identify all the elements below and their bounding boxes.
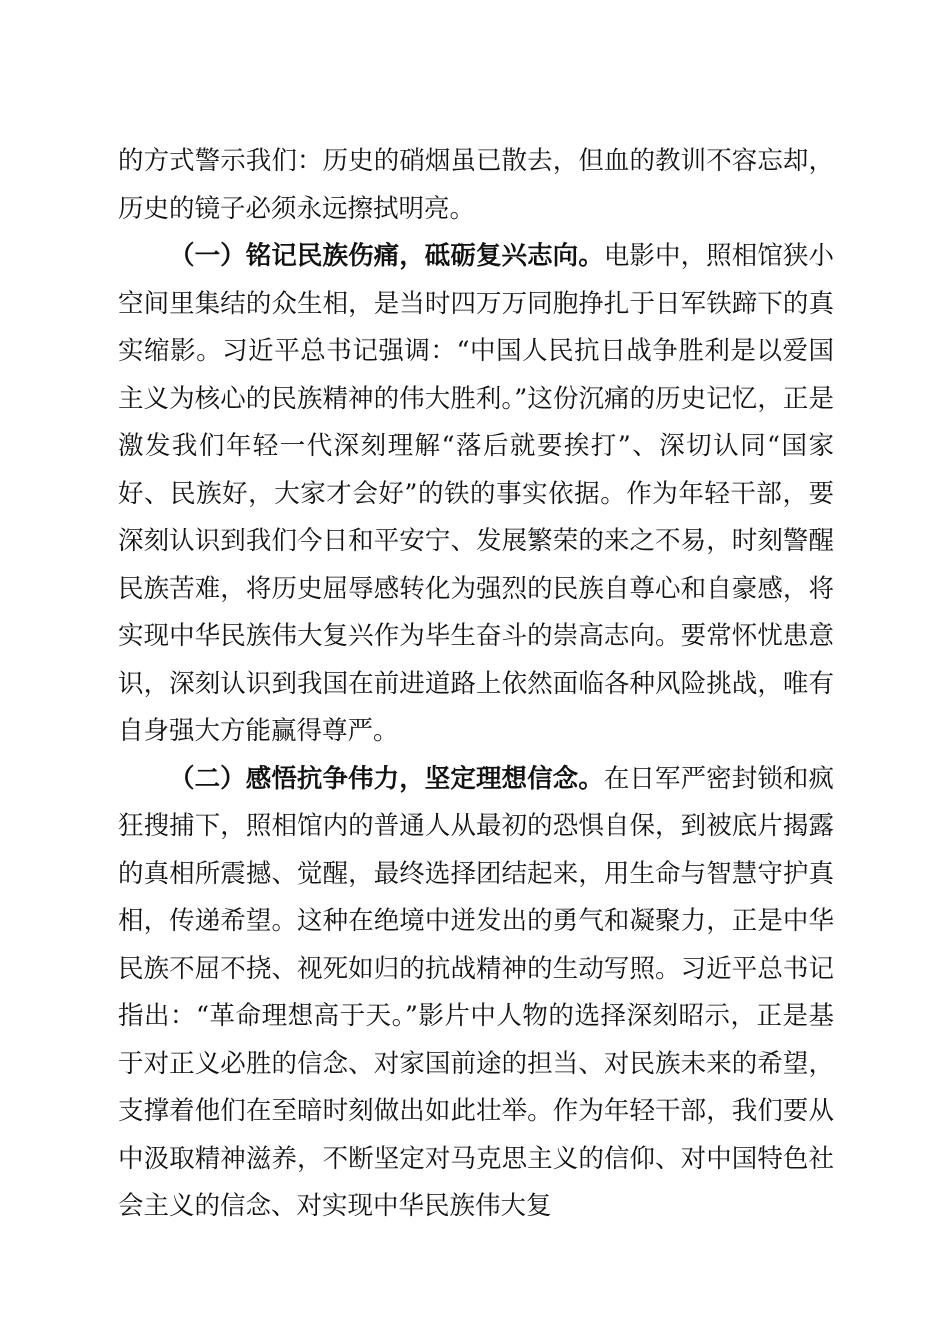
paragraph-section-1 (118, 233, 834, 756)
paragraph-text: 在日军严密封锁和疯狂搜捕下，照相馆内的普通人从最初的恐惧自保，到被底片揭露的真相所震撼、觉醒，最终选择团结起来，用生命与智慧守护真相，传递希望。这种在绝境中迸发出的勇气和凝聚力，正是中华民族不屈不挠、视死如归的抗战精神的生动写照。习近平总书记指出：“革命理想高于天。”影片中人物的选择深刻昭示，正是基于对正义必胜的信念、对家国前途的担当、对民族未来的希望，支撑着他们在至暗时刻做出如此壮举。作为年轻干部，我们要从中汲取精神滋养，不断坚定对马克思主义的信仰、对中国特色社会主义的信念、对实现中华民族伟大复 (118, 763, 834, 1221)
section-heading: （二）感悟抗争伟力，坚定理想信念。 (169, 763, 604, 794)
section-heading: （一）铭记民族伤痛，砥砺复兴志向。 (169, 241, 604, 271)
paragraph-text: 电影中，照相馆狭小空间里集结的众生相，是当时四万万同胞挣扎于日军铁蹄下的真实缩影。习近平总书记强调：“中国人民抗日战争胜利是以爱国主义为核心的民族精神的伟大胜利。”这份沉痛的历史记忆，正是激发我们年轻一代深刻理解“落后就要挨打”、深切认同“国家好、民族好，大家才会好”的铁的事实依据。作为年轻干部，要深刻认识到我们今日和平安宁、发展繁荣的来之不易，时刻警醒民族苦难，将历史屈辱感转化为强烈的民族自尊心和自豪感，将实现中华民族伟大复兴作为毕生奋斗的崇高志向。要常怀忧患意识，深刻认识到我国在前进道路上依然面临各种风险挑战，唯有自身强大方能赢得尊严。 (118, 241, 834, 746)
paragraph-continuation (118, 138, 834, 233)
paragraph-text: 的方式警示我们：历史的硝烟虽已散去，但血的教训不容忘却，历史的镜子必须永远擦拭明亮。 (118, 146, 834, 224)
paragraph-section-2 (118, 756, 834, 1231)
document-body (118, 138, 834, 1231)
